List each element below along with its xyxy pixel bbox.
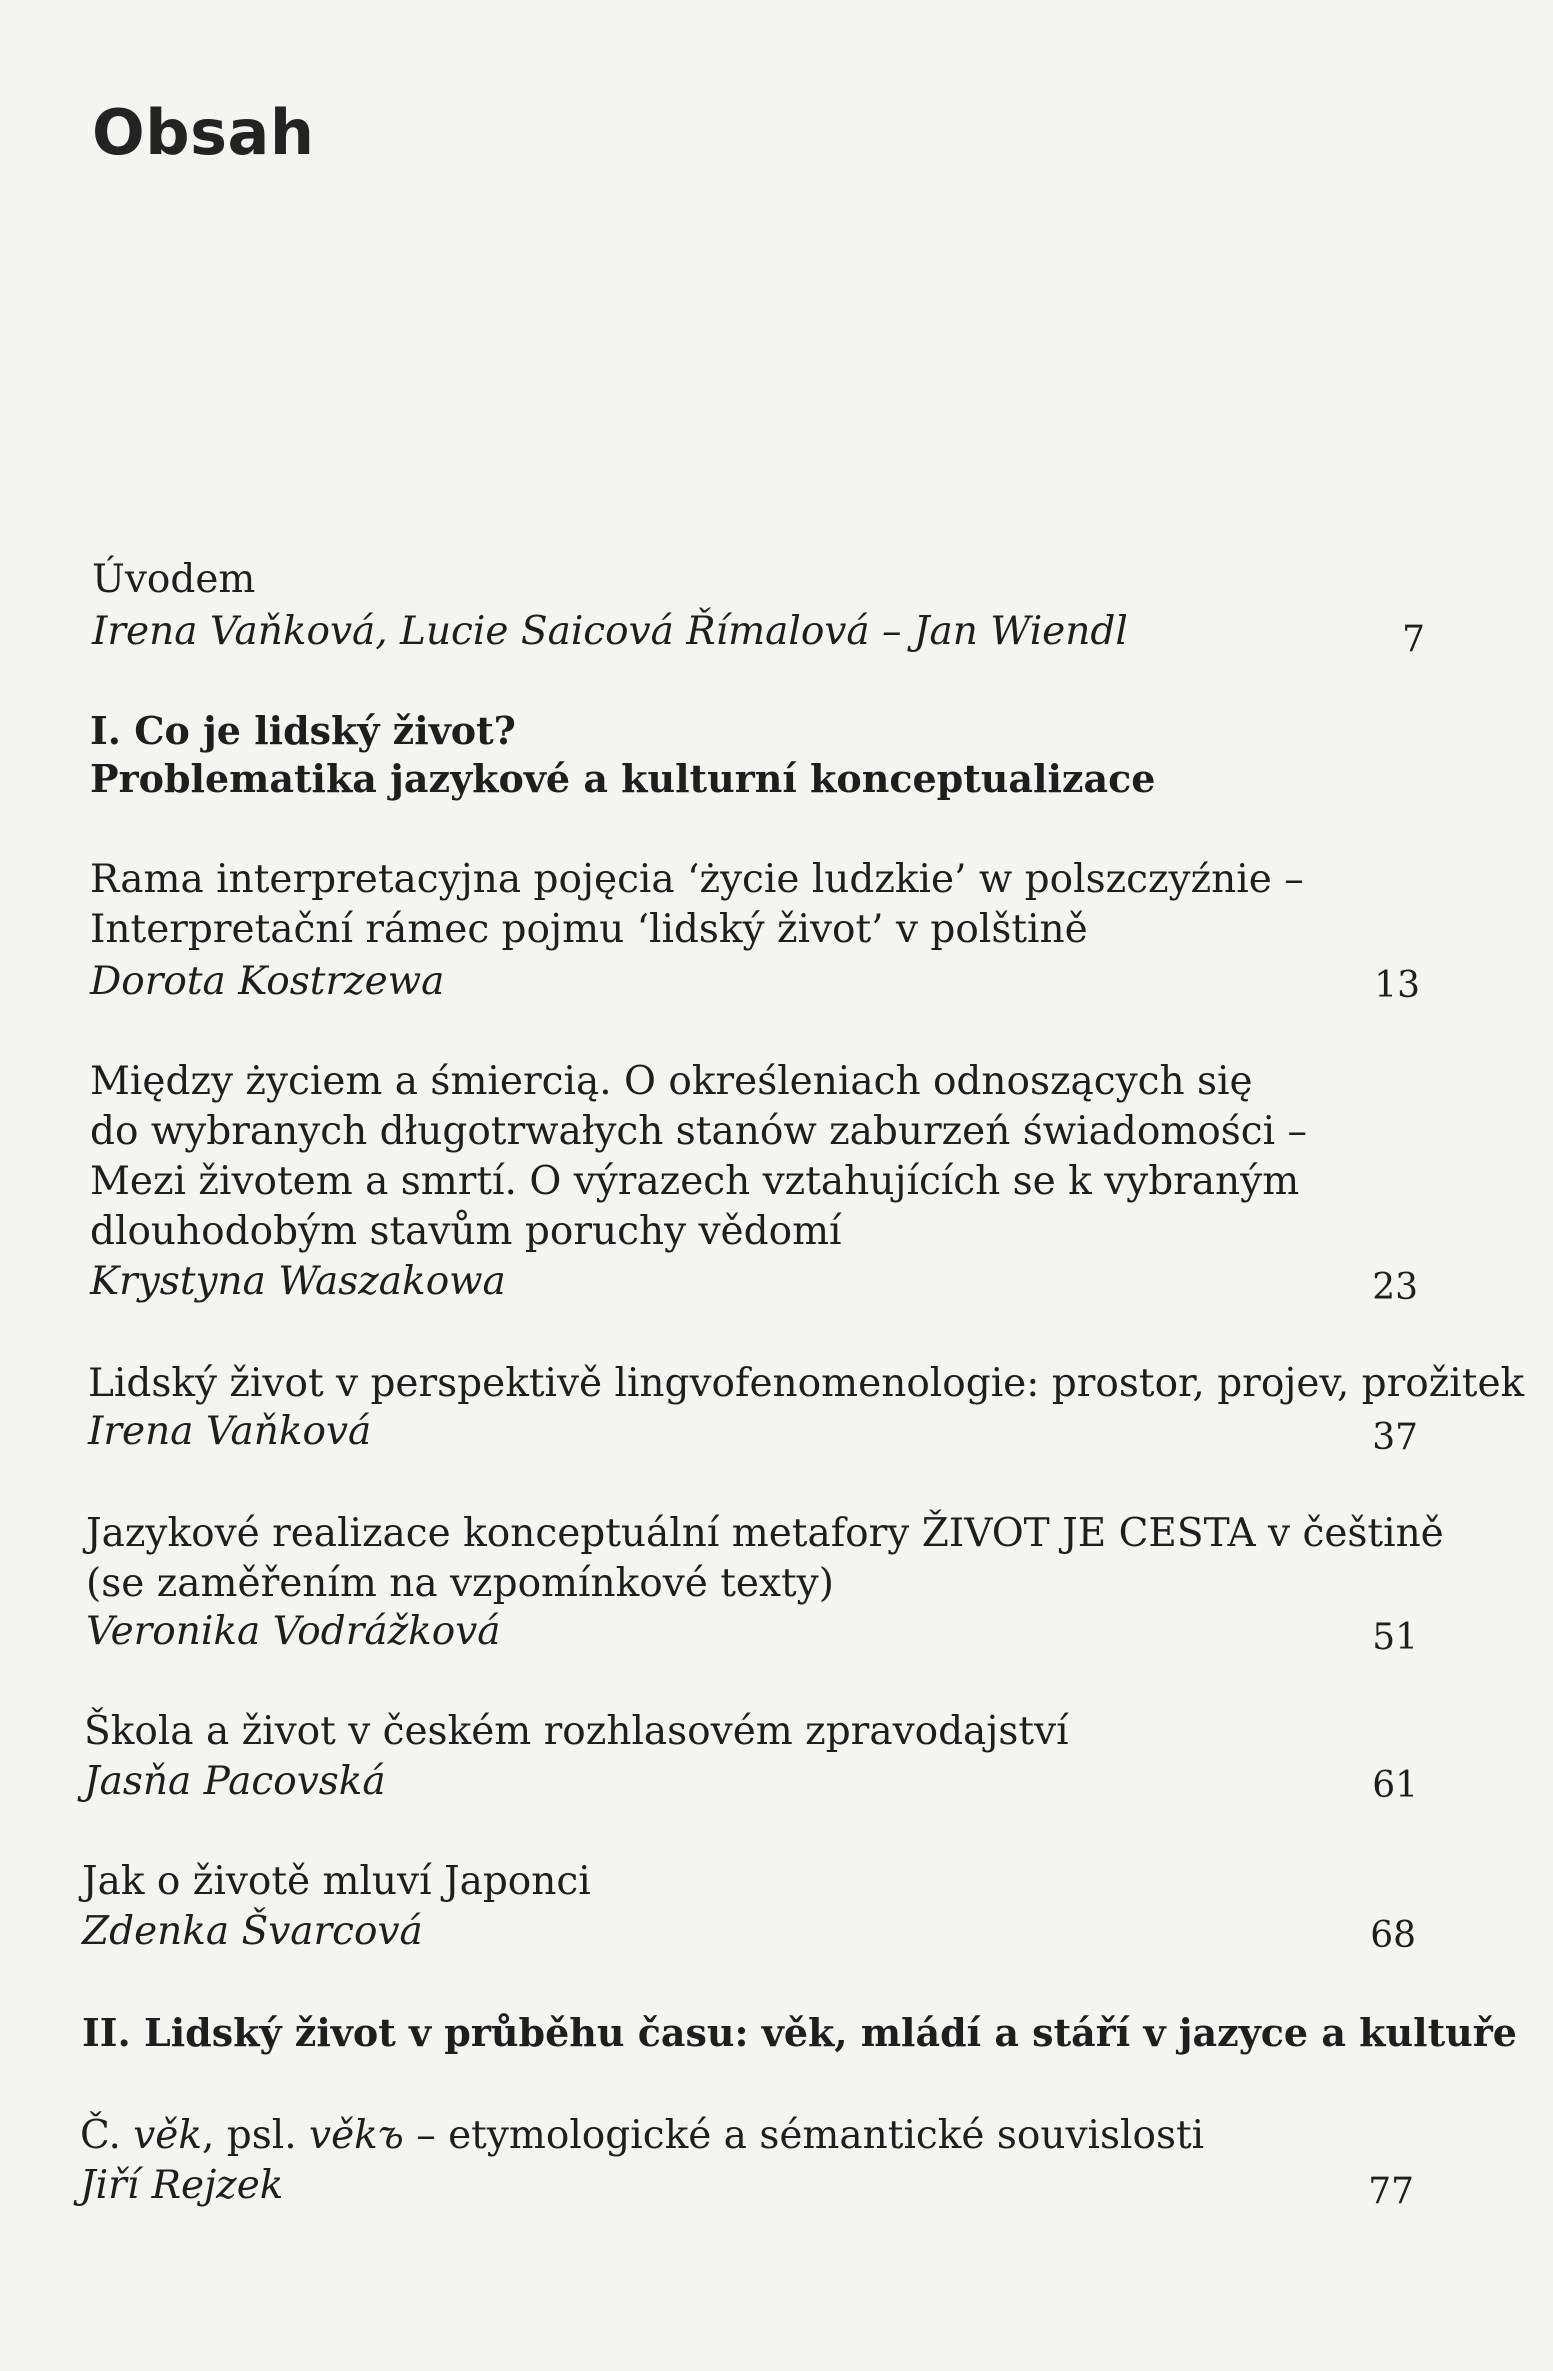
page-title: Obsah: [92, 96, 315, 169]
entry-author: Jiří Rejzek: [80, 2163, 284, 2208]
entry-title: [80, 2113, 1205, 2158]
entry-author: Jasňa Pacovská: [84, 1759, 386, 1804]
entry-title: Lidský život v perspektivě lingvofenomenologie: prostor, projev, prožitek: [88, 1361, 1525, 1406]
entry-page-number: 68: [1370, 1915, 1416, 1956]
entry-title-part: Č.: [80, 2113, 134, 2158]
entry-title: Jak o životě mluví Japonci: [82, 1859, 591, 1904]
entry-author: Veronika Vodrážková: [86, 1609, 501, 1654]
entry-title: (se zaměřením na vzpomínkové texty): [86, 1561, 834, 1606]
entry-author: Dorota Kostrzewa: [90, 959, 445, 1004]
entry-author: Zdenka Švarcová: [82, 1909, 423, 1954]
entry-title-part: věkъ: [309, 2113, 404, 2158]
entry-title: Między życiem a śmiercią. O określeniach odnoszących się: [90, 1059, 1253, 1104]
entry-page-number: 51: [1372, 1617, 1418, 1658]
entry-title: Jazykové realizace konceptuální metafory ŽIVOT JE CESTA v češtině: [86, 1511, 1444, 1556]
entry-title-part: – etymologické a sémantické souvislosti: [403, 2113, 1205, 2158]
entry-author: Irena Vaňková: [88, 1409, 372, 1454]
entry-title: Škola a život v českém rozhlasovém zpravodajství: [84, 1709, 1069, 1754]
entry-title: Interpretační rámec pojmu ‘lidský život’ v polštině: [90, 907, 1088, 952]
entry-page-number: 77: [1368, 2171, 1414, 2212]
entry-page-number: 23: [1372, 1267, 1418, 1308]
entry-author: Krystyna Waszakowa: [90, 1259, 506, 1304]
entry-title: Rama interpretacyjna pojęcia ‘życie ludzkie’ w polszczyźnie –: [90, 857, 1304, 902]
entry-page-number: 7: [1402, 619, 1425, 660]
entry-page-number: 37: [1372, 1417, 1418, 1458]
entry-title: Úvodem: [92, 557, 256, 602]
entry-page-number: 13: [1374, 965, 1420, 1006]
entry-title: do wybranych długotrwałych stanów zaburzeń świadomości –: [90, 1109, 1308, 1154]
entry-title: dlouhodobým stavům poruchy vědomí: [90, 1209, 842, 1254]
entry-title: Mezi životem a smrtí. O výrazech vztahujících se k vybraným: [90, 1159, 1300, 1204]
section-subheading: Problematika jazykové a kulturní konceptualizace: [90, 756, 1156, 801]
entry-page-number: 61: [1372, 1765, 1418, 1806]
section-heading: I. Co je lidský život?: [90, 708, 516, 753]
entry-title-part: věk: [133, 2113, 202, 2158]
entry-title-part: , psl.: [202, 2113, 310, 2158]
section-heading: II. Lidský život v průběhu času: věk, mládí a stáří v jazyce a kultuře: [82, 2010, 1517, 2055]
entry-author: Irena Vaňková, Lucie Saicová Římalová – Jan Wiendl: [92, 609, 1128, 654]
